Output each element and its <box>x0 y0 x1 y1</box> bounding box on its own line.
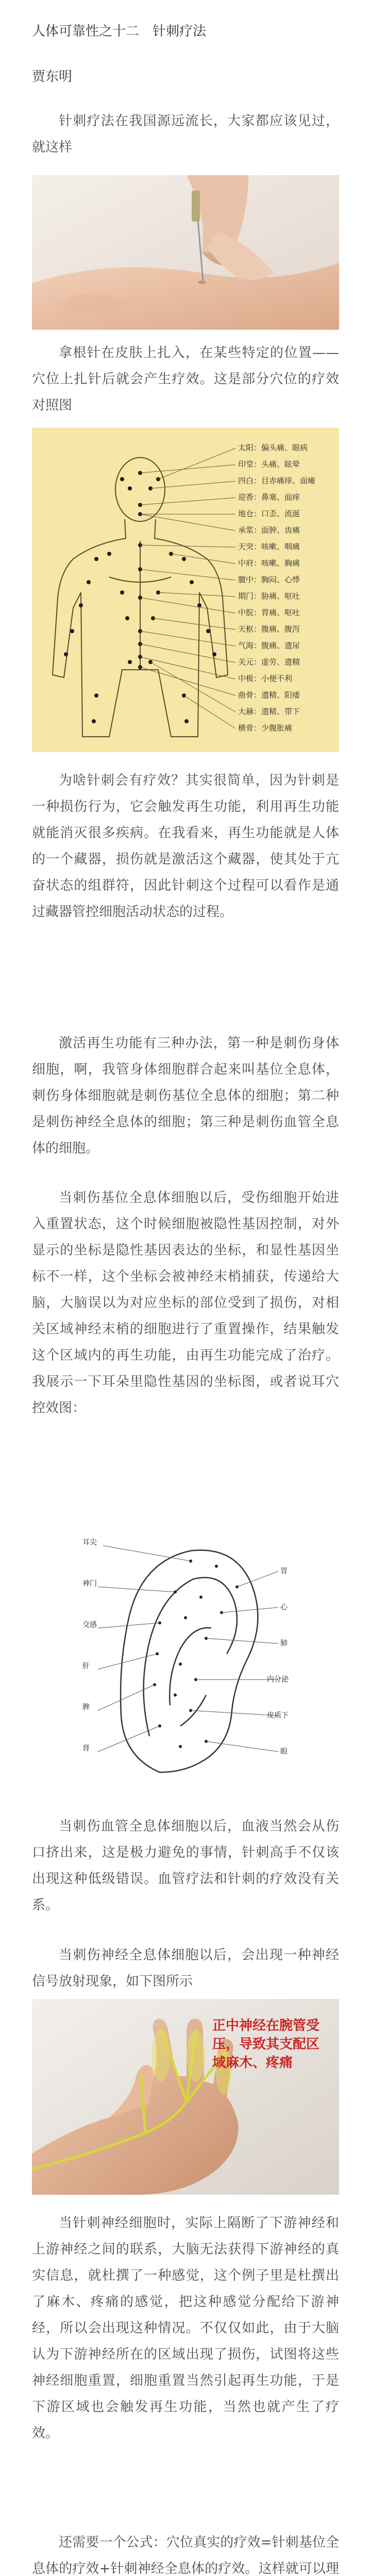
paragraph-4: 激活再生功能有三种办法，第一种是刺伤身体细胞，啊，我管身体细胞群合起来叫基位全息体，刺伤身体细胞就是刺伤基位全息体的细胞；第二种是刺伤神经全息体的细胞；第三种是刺伤血管全息体的细胞。 <box>32 1036 339 1156</box>
chart-label: 大赫：遗精、带下 <box>238 707 300 716</box>
ear-label: 皮质下 <box>267 1711 289 1720</box>
chart-label: 曲骨：遗精、阳痿 <box>238 690 300 700</box>
chart-label: 地仓：口歪、流涎 <box>238 509 300 518</box>
ear-label: 内分泌 <box>267 1675 289 1684</box>
hand-nerve-diagram <box>32 1999 339 2195</box>
chart-label: 中脘：胃痛、呕吐 <box>238 608 300 617</box>
ear-label: 胃 <box>280 1567 288 1575</box>
chart-label: 中极：小便不利 <box>238 674 293 683</box>
body-acupoint-chart <box>32 428 339 752</box>
ear-acupoint-chart-icon <box>82 1530 299 1788</box>
chart-label: 中府：咳嗽、胸痛 <box>238 558 300 568</box>
paragraph-7: 当刺伤神经全息体细胞以后，会出现一种神经信号放射现象，如下图所示 <box>32 1947 339 1989</box>
paragraph-1: 针刺疗法在我国源远流长，大家都应该见过，就这样 <box>32 113 339 155</box>
acupoint-body-chart-icon <box>32 428 339 752</box>
chart-label: 气海：腹痛、遗尿 <box>238 641 300 650</box>
paragraph-8: 当针刺神经细胞时，实际上隔断了下游神经和上游神经之间的联系，大脑无法获得下游神经的真实信息，就杜撰了一种感觉，这个例子里是杜撰出了麻木、疼痛的感觉，把这种感觉分配给下游神经，所以会出现这种情况。不仅仅如此，由于大脑认为下游神经所在的区域出现了损伤，试图将这些神经细胞重置，细胞重置当然引起再生功能，于是下游区域也会触发再生功能，当然也就产生了疗效。 <box>32 2215 339 2441</box>
ear-label: 肾 <box>82 1744 90 1753</box>
ear-label: 肺 <box>280 1639 288 1648</box>
chart-label: 横骨：少腹胀痛 <box>238 723 293 733</box>
needle-photo <box>32 175 339 330</box>
nerve-caption-line-3: 域麻木、疼痛 <box>212 2055 293 2071</box>
paragraph-9: 还需要一个公式：穴位真实的疗效=针刺基位全息体的疗效+针刺神经全息体的疗效。这样就可以理 <box>32 2535 339 2576</box>
ear-label: 交感 <box>82 1621 97 1629</box>
paragraph-2: 拿根针在皮肤上扎入，在某些特定的位置——穴位上扎针后就会产生疗效。这是部分穴位的疗效对照图 <box>32 345 339 413</box>
paragraph-3: 为啥针刺会有疗效？其实很简单，因为针刺是一种损伤行为，它会触发再生功能，利用再生功能就能消灭很多疾病。在我看来，再生功能就是人体的一个藏器，损伤就是激活这个藏器，使其处于亢奋状态的组群符，因此针刺这个过程可以看作是通过藏器管控细胞活动状态的过程。 <box>32 773 339 920</box>
chart-label: 膻中：胸闷、心悸 <box>238 575 300 584</box>
ear-label: 脾 <box>82 1703 90 1711</box>
ear-label: 神门 <box>82 1580 97 1588</box>
paragraph-6: 当刺伤血管全息体细胞以后，血液当然会从伤口挤出来，这是极力避免的事情，针刺高手不仅该出现这种低级错误。血管疗法和针刺的疗效没有关系。 <box>32 1819 339 1913</box>
nerve-caption-line-2: 压，导致其支配区 <box>212 2037 320 2052</box>
chart-label: 天突：咳嗽、咽痛 <box>238 542 300 551</box>
chart-label: 四白：目赤痛痒、面瘫 <box>238 476 316 485</box>
chart-label: 期门：胁痛、呕吐 <box>238 591 300 601</box>
article-title: 人体可靠性之十二 针刺疗法 <box>32 24 207 39</box>
ear-acupoint-chart <box>82 1530 299 1788</box>
ear-label: 眼 <box>280 1748 288 1756</box>
article-author: 贾东明 <box>32 69 73 84</box>
chart-label: 迎香：鼻塞、面痒 <box>238 493 300 502</box>
chart-label: 印堂：头痛、眩晕 <box>238 460 300 469</box>
ear-label: 肝 <box>82 1662 90 1670</box>
acupuncture-needle-icon <box>32 175 339 330</box>
chart-label: 承浆：面肿、齿痛 <box>238 526 300 535</box>
chart-label: 关元：虚劳、遗精 <box>238 657 300 667</box>
paragraph-5: 当刺伤基位全息体细胞以后，受伤细胞开始进入重置状态，这个时候细胞被隐性基因控制，对外显示的坐标是隐性基因表达的坐标，和显性基因坐标不一样，这个坐标会被神经末梢捕获，传递给大脑，大脑误以为对应坐标的部位受到了损伤，对相关区域神经末梢的细胞进行了重置操作，结果触发这个区域内的再生功能，由再生功能完成了治疗。我展示一下耳朵里隐性基因的坐标图，或者说耳穴控效图： <box>32 1190 339 1416</box>
ear-label: 心 <box>280 1603 288 1612</box>
hand-nerve-icon <box>32 1999 339 2195</box>
nerve-caption-line-1: 正中神经在腕管受 <box>212 2018 320 2033</box>
chart-label: 太阳：偏头痛、眼病 <box>238 443 308 452</box>
chart-label: 天枢：腹痛、腹泻 <box>238 624 300 634</box>
ear-label: 耳尖 <box>82 1538 97 1547</box>
